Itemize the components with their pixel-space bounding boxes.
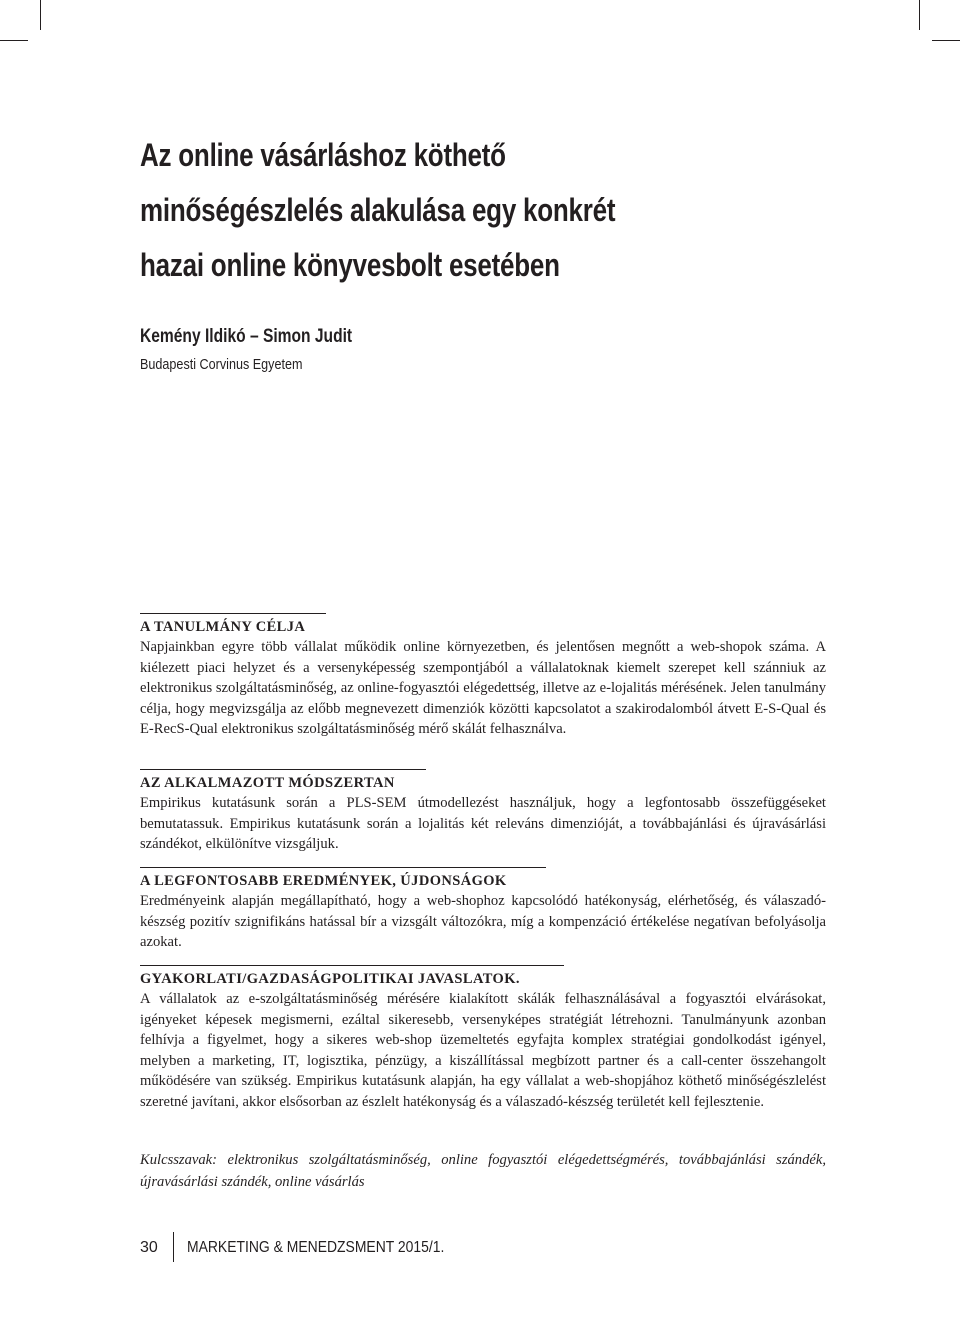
crop-mark-top-left (0, 40, 28, 41)
footer-divider (173, 1232, 174, 1262)
section-aim (140, 613, 826, 740)
section-body: Napjainkban egyre több vállalat működik online környezetben, és jelentősen megnőtt a web-shopok száma. A kiélezett piaci helyzet és a versenyképesség szempontjából a vállalatoknak kiemelt szerepet kell szánniuk az elektronikus szolgáltatásminőség, az online-fogyasztói elégedettség, illetve az e-lojalitás mérésének. Jelen tanulmány célja, hogy megvizsgálja az előbb megnevezett dimenziók közötti kapcsolatot a szakirodalomból átvett E-S-Qual és E-RecS-Qual elektronikus szolgáltatásminőség mérő skálát felhasználva. (140, 639, 826, 738)
section-results (140, 867, 826, 953)
authors: Kemény Ildikó – Simon Judit (140, 326, 353, 347)
section-body: Empirikus kutatásunk során a PLS-SEM útmodellezést használjuk, hogy a legfontosabb összefüggéseket bemutatassuk. Empirikus kutatásunk során a lojalitás két releváns dimenzióját, a továbbajánlási és újravásárlási szándékot, elkülönítve vizsgáljuk. (140, 795, 826, 853)
section-body: Eredményeink alapján megállapítható, hogy a web-shophoz kapcsolódó hatékonyság, elérhetőség, és válaszadó-készség pozitív szignifikáns hatással bír a vizsgált változókra, míg a kompenzáció értékelése negatívan befolyásolja azokat. (140, 893, 826, 951)
section-recommendations (140, 965, 826, 1113)
page-number: 30 (140, 1239, 158, 1256)
section-heading: A TANULMÁNY CÉLJA (140, 619, 306, 635)
section-heading: GYAKORLATI/GAZDASÁGPOLITIKAI JAVASLATOK. (140, 971, 520, 987)
section-methodology (140, 769, 826, 855)
section-rule (140, 613, 326, 614)
section-rule (140, 965, 564, 966)
section-heading: AZ ALKALMAZOTT MÓDSZERTAN (140, 775, 395, 791)
section-rule (140, 867, 546, 868)
crop-mark-top-right (932, 40, 960, 41)
paper-title (140, 128, 716, 293)
section-body: A vállalatok az e-szolgáltatásminőség mérésére kialakított skálák felhasználásával a fogyasztói elvárásokat, igényeket képesek megismerni, ezáltal sikeresebb, versenyképes stratégiát létrehozni. Tanulmányunk azonban felhívja a figyelmet, hogy a sikeres web-shop üzemeltetés egyfajta komplex stratégiai gondolkodást igényel, melyben a marketing, IT, logisztika, pénzügy, a kiszállítással megbízott partner és a call-center összehangolt működésére van szükség. Empirikus kutatásunk alapján, ha egy vállalat a web-shopjához köthető minőségészlelést szeretné javítani, akkor elsősorban az észlelt hatékonyság és a válaszadó-készség területét kell fejlesztenie. (140, 991, 826, 1110)
title-line-1: Az online vásárláshoz köthető (140, 137, 506, 173)
affiliation: Budapesti Corvinus Egyetem (140, 356, 303, 373)
title-line-3: hazai online könyvesbolt esetében (140, 247, 560, 283)
keywords: Kulcsszavak: elektronikus szolgáltatásminőség, online fogyasztói elégedettségmérés, továbbajánlási szándék, újravásárlási szándék, online vásárlás (140, 1152, 826, 1190)
crop-mark-top-left (40, 0, 41, 30)
crop-mark-top-right (919, 0, 920, 30)
journal-name: MARKETING & MENEDZSMENT 2015/1. (187, 1239, 445, 1256)
section-rule (140, 769, 426, 770)
title-line-2: minőségészlelés alakulása egy konkrét (140, 192, 616, 228)
section-heading: A LEGFONTOSABB EREDMÉNYEK, ÚJDONSÁGOK (140, 873, 507, 889)
